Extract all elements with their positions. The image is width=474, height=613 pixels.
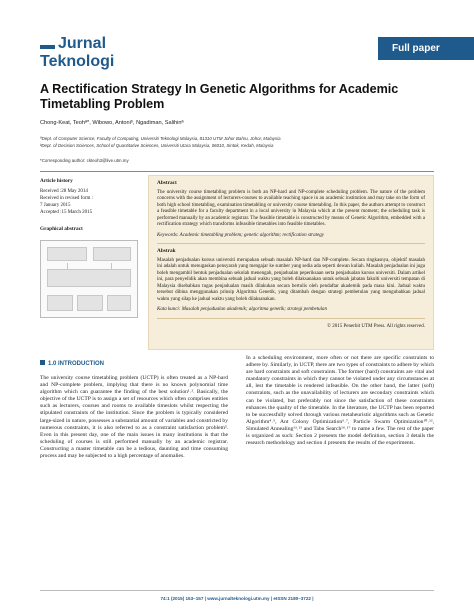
kata-kunci: Kata kunci: Masalah penjadualan akademik; algoritma genetik; strategi pembetulan — [157, 307, 327, 312]
history-line: 7 January 2015 — [40, 203, 71, 208]
corresponding-author: *Corresponding author: ckteoh3@live.utm.my — [40, 158, 129, 163]
header-divider — [40, 171, 434, 172]
figure-block — [47, 269, 131, 287]
graphical-abstract-figure — [40, 240, 138, 318]
logo-line1: Jurnal — [58, 35, 107, 52]
figure-connector — [111, 263, 112, 269]
abstract-text: The university course timetabling problem is both an NP-hard and NP-complete scheduling problem. The nature of the problem concerns with the assignment of lecturers-courses to available teaching space in an academic institution and may take on the form of both high school timetabling, examination timetabling or university course timetabling. In this paper, the authors attempt to construct a feasible timetable for a faculty department in a local university in Malaysia which at the present moment; the scheduling task is performed manually by an academic registrar. The feasible timetable is constructed by means of Genetic Algorithm, embedded with a rectification strategy which transforms infeasible timetables into feasible timetables. — [157, 189, 425, 227]
figure-block — [47, 295, 73, 311]
copyright: © 2015 Penerbit UTM Press. All rights reserved. — [327, 323, 425, 329]
logo-line2: Teknologi — [40, 53, 115, 70]
full-paper-badge: Full paper — [378, 37, 474, 60]
history-line: Received :28 May 2014 — [40, 189, 88, 194]
authors: Chong-Keat, Teohª*, Wibowo, Antoniᵇ, Ngadiman, Salihinª — [40, 120, 184, 126]
article-history-heading: Article history — [40, 178, 73, 184]
affiliation-b: ᵇDept. of Decision Sciences, School of Quantitative Sciences, Universiti Utara Malaysia, 06010, Sintok, Kedah, Malaysia — [40, 143, 274, 148]
body-column-left: The university course timetabling problem (UCTP) is often treated as a NP-hard and NP-complete problem, implying that there is no known polynomial time algorithm which can guarantee the finding of the best solution¹˒². Basically, the objective of the UCTP is to assign a set of resources which often comprises entities such as lecturers, courses and rooms to available timeslots whilst respecting the stipulated constraints of the institution. Since the problem is typically considered large-sized in nature, possesses a substantial amount of variables and constricted by numerous constraints, it is also referred to as a constraint satisfaction problem³. Even in this present day, one of the main issues in many institutions is that the scheduling of courses is still performed manually by an academic registrar. Constructing a master timetable can be a tedious, daunting and time consuming process and may be subjected to a high percentage of anomalies. — [40, 375, 228, 460]
section-title: 1.0 INTRODUCTION — [48, 361, 105, 367]
figure-connector — [67, 263, 68, 269]
history-line: Received in revised form : — [40, 196, 94, 201]
figure-block — [47, 247, 87, 261]
history-line: Accepted :15 March 2015 — [40, 210, 93, 215]
figure-block — [93, 247, 131, 261]
graphical-abstract-heading: Graphical abstract — [40, 226, 83, 232]
affiliation-a: ªDept. of Computer Science, Faculty of Computing, Universiti Teknologi Malaysia, 81310 UTM Johor Bahru, Johor, Malaysia — [40, 136, 281, 141]
page-footer: 74:1 (2015) 153–157 | www.jurnalteknologi.utm.my | eISSN 2180–3722 | — [160, 596, 314, 601]
abstract-divider — [157, 243, 425, 244]
keywords: Keywords: Academic timetabling problem; genetic algorithm; rectification strategy — [157, 232, 324, 238]
abstract-box — [148, 175, 434, 350]
article-history — [40, 178, 140, 233]
footer-rule — [40, 590, 434, 591]
journal-logo — [40, 36, 114, 70]
section-square-icon — [40, 360, 45, 365]
figure-block — [77, 295, 103, 311]
abstract-heading: Abstract — [157, 180, 177, 186]
section-heading — [40, 360, 104, 367]
abstrak-divider — [157, 318, 425, 319]
abstrak-heading: Abstrak — [157, 248, 176, 254]
figure-block — [107, 295, 131, 311]
abstrak-text: Masalah penjadualan kursus universiti merupakan sebuah masalah NP-hard dan NP-complete. Secara ringkasnya, objektif masalah ini adalah untuk menugaskan pensyarah yang mengajar ke sumber yang sedia ada seperti dewan kuliah. Masalah penjadualan ini juga boleh mengambil bentuk penjadualan sekolah menengah, penjadualan peperiksaan serta penjadualan kursus universiti. Dalam artikel ini, para penyelidik akan membina sebuah jadual waktu yang boleh dilaksanakan untuk sebuah jabatan fakulti universiti tempatan di Malaysia disebabkan tugas penjadualan masih dilakukan secara bertulis oleh pendaftar akademik pada masa kini. Jadual waktu tersebut dibina menggunakan prinsip Algoritma Genetik, yang ditambah dengan strategi pembetulan yang mengubahkan jadual waktu yang silap ke jadual waktu yang boleh dilaksanakan. — [157, 257, 425, 302]
body-column-right: In a scheduling environment, more often or not there are specific constraints to adhere by. Similarly, in UCTP, there are two types of constraints to adhere by which are hard constraints and soft constraints. The former (hard) constraints are vital and mandatory constraints in which they cannot be violated under any circumstances at all, lest the timetable is rendered infeasible. On the other hand, the latter (soft) constraints, such as the unavailability of lecturers are secondary constraints which can be violated, but preferably not since the satisfaction of these constraints enhances the quality of the timetable. In the literature, the UCTP has been reported to be successfully solved through various metaheuristic algorithms such as Genetic Algorithm⁴˒⁵, Ant Colony Optimization⁶˒⁷, Particle Swarm Optimization¹⁰˒¹², Simulated Annealing¹³˒¹⁵ and Tabu Search¹⁶˒¹⁷ to name a few. The rest of the paper is organized as such: Section 2 presents the model definition, section 3 details the research methodology and section 4 presents the results of the experiments. — [246, 355, 435, 447]
logo-bar — [40, 45, 55, 49]
paper-title: A Rectification Strategy In Genetic Algorithms for Academic Timetabling Problem — [40, 82, 399, 111]
